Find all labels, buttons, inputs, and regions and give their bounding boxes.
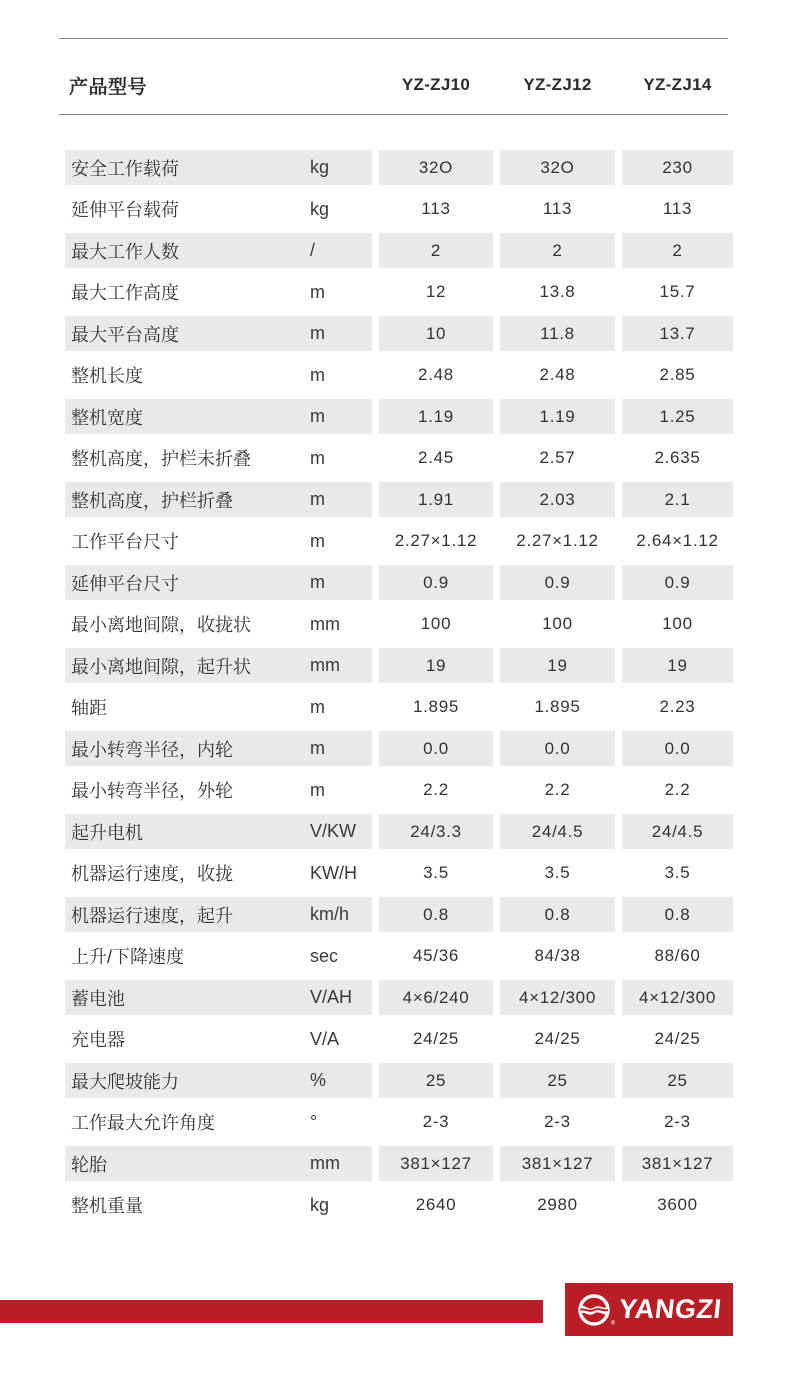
spec-unit: m: [310, 696, 325, 717]
spec-value-yz-zj14: 2.2: [664, 780, 691, 800]
spec-label-cell: [65, 150, 372, 185]
spec-table-body: [65, 147, 733, 1226]
spec-label-cell: [65, 856, 372, 891]
spec-label: 延伸平台载荷: [71, 200, 179, 221]
spec-label: 整机长度: [71, 366, 143, 387]
spec-value-yz-zj14: 24/25: [654, 1029, 701, 1049]
spec-label: 最大爬坡能力: [71, 1071, 179, 1092]
spec-label: 机器运行速度，起升: [71, 905, 233, 926]
spec-value-yz-zj10: 1.91: [379, 482, 493, 517]
table-row: [65, 770, 733, 812]
spec-unit: m: [310, 406, 325, 427]
spec-value-yz-zj12: 25: [500, 1063, 615, 1098]
spec-label-cell: [65, 441, 372, 476]
spec-label: 整机重量: [71, 1196, 143, 1217]
spec-value-yz-zj14: 230: [622, 150, 733, 185]
spec-label-cell: [65, 233, 372, 268]
spec-value-yz-zj14: 4×12/300: [622, 980, 733, 1015]
header-model-yz-zj10: [379, 75, 493, 95]
spec-unit: /: [310, 240, 316, 261]
spec-label-cell: [65, 1063, 372, 1098]
spec-value-yz-zj10: 32O: [379, 150, 493, 185]
registered-mark: ®: [610, 1320, 616, 1327]
spec-label-cell: [65, 192, 372, 227]
spec-label-cell: [65, 939, 372, 974]
spec-value-yz-zj12: 381×127: [500, 1146, 615, 1181]
spec-value-yz-zj12: 24/25: [534, 1029, 581, 1049]
spec-unit: mm: [310, 613, 340, 634]
spec-value-yz-zj12: 32O: [500, 150, 615, 185]
spec-value-yz-zj10: 0.9: [379, 565, 493, 600]
header-model-yz-zj14: [622, 75, 733, 95]
spec-value-yz-zj12: 2.48: [539, 365, 576, 385]
spec-unit: m: [310, 530, 325, 551]
spec-value-yz-zj12: 2.2: [544, 780, 571, 800]
spec-label-cell: [65, 275, 372, 310]
spec-unit: kg: [310, 198, 330, 219]
spec-value-yz-zj14: 2: [622, 233, 733, 268]
spec-label: 最大平台高度: [71, 324, 179, 345]
spec-unit: %: [310, 1070, 327, 1091]
spec-unit: m: [310, 364, 325, 385]
spec-value-yz-zj10: 25: [379, 1063, 493, 1098]
spec-value-yz-zj14: 381×127: [622, 1146, 733, 1181]
spec-value-yz-zj10: 2-3: [422, 1112, 450, 1132]
spec-value-yz-zj12: 4×12/300: [500, 980, 615, 1015]
spec-value-yz-zj12: 13.8: [539, 282, 576, 302]
spec-label-cell: [65, 1146, 372, 1181]
spec-value-yz-zj14: 15.7: [659, 282, 696, 302]
spec-value-yz-zj10: 12: [425, 282, 447, 302]
spec-unit: m: [310, 572, 325, 593]
spec-label: 延伸平台尺寸: [71, 573, 179, 594]
spec-value-yz-zj14: 2.635: [654, 448, 701, 468]
spec-value-yz-zj12: 100: [542, 614, 573, 634]
spec-label: 最小转弯半径，外轮: [71, 781, 233, 802]
spec-value-yz-zj12: 1.19: [500, 399, 615, 434]
spec-value-yz-zj12: 19: [500, 648, 615, 683]
spec-value-yz-zj14: 0.0: [622, 731, 733, 766]
model-name: YZ-ZJ10: [401, 75, 471, 94]
spec-value-yz-zj10: 45/36: [412, 946, 460, 966]
spec-value-yz-zj12: 2.03: [500, 482, 615, 517]
spec-unit: V/KW: [310, 821, 357, 842]
spec-label: 工作最大允许角度: [71, 1113, 215, 1134]
spec-label-cell: [65, 814, 372, 849]
yangzi-circle-wave-icon: [576, 1292, 616, 1328]
spec-unit: KW/H: [310, 862, 357, 883]
spec-label-cell: [65, 1105, 372, 1140]
spec-label: 轴距: [71, 698, 107, 719]
spec-value-yz-zj10: 2.45: [418, 448, 454, 468]
spec-value-yz-zj10: 4×6/240: [379, 980, 493, 1015]
spec-unit: kg: [310, 1194, 330, 1215]
table-row: [65, 313, 733, 355]
spec-value-yz-zj12: 0.8: [500, 897, 615, 932]
table-row: [65, 936, 733, 978]
spec-value-yz-zj14: 88/60: [654, 946, 701, 966]
spec-value-yz-zj10: 2.27×1.12: [394, 531, 478, 551]
spec-label-cell: [65, 399, 372, 434]
spec-value-yz-zj12: 2.57: [539, 448, 576, 468]
spec-value-yz-zj14: 25: [622, 1063, 733, 1098]
spec-label: 整机高度，护栏未折叠: [71, 449, 251, 470]
model-name: YZ-ZJ12: [523, 75, 592, 94]
spec-label-cell: [65, 482, 372, 517]
spec-value-yz-zj12: 24/4.5: [500, 814, 615, 849]
spec-value-yz-zj14: 3.5: [664, 863, 691, 883]
spec-label-cell: [65, 648, 372, 683]
spec-value-yz-zj12: 2.27×1.12: [516, 531, 599, 551]
spec-label-cell: [65, 524, 372, 559]
spec-value-yz-zj12: 2980: [537, 1195, 578, 1215]
spec-unit: sec: [310, 945, 339, 966]
spec-label-cell: [65, 1188, 372, 1223]
spec-label-cell: [65, 1022, 372, 1057]
spec-value-yz-zj14: 100: [662, 614, 693, 634]
spec-value-yz-zj10: 0.0: [379, 731, 493, 766]
spec-value-yz-zj10: 381×127: [379, 1146, 493, 1181]
yangzi-logo: [565, 1283, 733, 1336]
spec-value-yz-zj14: 24/4.5: [622, 814, 733, 849]
spec-value-yz-zj10: 24/25: [412, 1029, 460, 1049]
table-row: [65, 562, 733, 604]
spec-value-yz-zj14: 1.25: [622, 399, 733, 434]
spec-unit: km/h: [310, 904, 350, 925]
spec-value-yz-zj14: 113: [662, 199, 693, 219]
spec-value-yz-zj14: 2.1: [622, 482, 733, 517]
table-row: [65, 1185, 733, 1227]
spec-value-yz-zj10: 2.2: [423, 780, 449, 800]
top-divider-line: [59, 38, 728, 39]
spec-unit: mm: [310, 1153, 340, 1174]
spec-label: 上升/下降速度: [71, 947, 185, 968]
spec-value-yz-zj10: 0.8: [379, 897, 493, 932]
spec-value-yz-zj14: 2.85: [659, 365, 696, 385]
spec-value-yz-zj12: 11.8: [500, 316, 615, 351]
spec-value-yz-zj12: 3.5: [544, 863, 571, 883]
table-row: [65, 189, 733, 231]
table-row: [65, 977, 733, 1019]
header-product-model-label: 产品型号: [69, 76, 148, 98]
spec-label-cell: [65, 565, 372, 600]
table-row: [65, 438, 733, 480]
spec-value-yz-zj10: 24/3.3: [379, 814, 493, 849]
table-row: [65, 1102, 733, 1144]
table-row: [65, 1143, 733, 1185]
spec-unit: V/AH: [310, 987, 353, 1008]
spec-unit: m: [310, 447, 325, 468]
spec-value-yz-zj14: 3600: [657, 1195, 698, 1215]
spec-label: 轮胎: [71, 1154, 107, 1175]
table-row: [65, 396, 733, 438]
spec-label: 安全工作载荷: [71, 158, 179, 179]
spec-label: 起升电机: [71, 822, 143, 843]
yangzi-logo-text: YANGZI: [617, 1294, 724, 1324]
spec-value-yz-zj10: 1.19: [379, 399, 493, 434]
spec-unit: °: [310, 1111, 318, 1132]
spec-label-cell: [65, 690, 372, 725]
table-row: [65, 853, 733, 895]
header-divider-line: [59, 114, 728, 115]
table-row: [65, 230, 733, 272]
spec-value-yz-zj10: 100: [420, 614, 452, 634]
table-row: [65, 147, 733, 189]
spec-unit: m: [310, 323, 325, 344]
spec-unit: m: [310, 489, 325, 510]
table-row: [65, 894, 733, 936]
spec-value-yz-zj10: 2.48: [418, 365, 454, 385]
spec-value-yz-zj10: 10: [379, 316, 493, 351]
spec-value-yz-zj10: 19: [379, 648, 493, 683]
spec-value-yz-zj14: 2.64×1.12: [636, 531, 719, 551]
spec-value-yz-zj12: 84/38: [534, 946, 581, 966]
spec-value-yz-zj10: 3.5: [423, 863, 449, 883]
spec-value-yz-zj14: 0.8: [622, 897, 733, 932]
spec-value-yz-zj14: 0.9: [622, 565, 733, 600]
spec-value-yz-zj10: 2640: [415, 1195, 457, 1215]
table-row: [65, 604, 733, 646]
spec-unit: m: [310, 738, 325, 759]
spec-label: 蓄电池: [71, 988, 125, 1009]
spec-value-yz-zj10: 113: [421, 199, 451, 219]
table-row: [65, 355, 733, 397]
header-product-model-cell: [65, 72, 372, 99]
table-row: [65, 645, 733, 687]
spec-unit: kg: [310, 157, 330, 178]
spec-label-cell: [65, 773, 372, 808]
spec-label: 最小转弯半径，内轮: [71, 739, 233, 760]
spec-value-yz-zj14: 2.23: [659, 697, 696, 717]
spec-unit: m: [310, 779, 325, 800]
spec-value-yz-zj14: 13.7: [622, 316, 733, 351]
spec-unit: m: [310, 281, 325, 302]
spec-value-yz-zj12: 0.9: [500, 565, 615, 600]
spec-label: 整机高度，护栏折叠: [71, 490, 233, 511]
footer-accent-bar: [0, 1300, 543, 1323]
spec-value-yz-zj12: 1.895: [534, 697, 581, 717]
spec-label: 整机宽度: [71, 407, 143, 428]
spec-label: 最小离地间隙，收拢状: [71, 615, 251, 636]
spec-unit: V/A: [310, 1028, 340, 1049]
spec-label-cell: [65, 316, 372, 351]
spec-value-yz-zj12: 2: [500, 233, 615, 268]
table-row: [65, 687, 733, 729]
spec-value-yz-zj14: 19: [622, 648, 733, 683]
spec-label-cell: [65, 897, 372, 932]
spec-label: 充电器: [71, 1030, 125, 1051]
table-row: [65, 521, 733, 563]
spec-value-yz-zj12: 113: [542, 199, 573, 219]
spec-label-cell: [65, 607, 372, 642]
table-row: [65, 1019, 733, 1061]
spec-label-cell: [65, 980, 372, 1015]
table-row: [65, 728, 733, 770]
spec-unit: mm: [310, 655, 340, 676]
spec-value-yz-zj12: 0.0: [500, 731, 615, 766]
spec-value-yz-zj12: 2-3: [544, 1112, 571, 1132]
spec-label: 工作平台尺寸: [71, 532, 179, 553]
spec-label: 最大工作高度: [71, 283, 179, 304]
table-row: [65, 1060, 733, 1102]
table-row: [65, 272, 733, 314]
table-row: [65, 479, 733, 521]
header-model-yz-zj12: [500, 75, 615, 95]
spec-label-cell: [65, 731, 372, 766]
spec-label: 机器运行速度，收拢: [71, 864, 233, 885]
spec-value-yz-zj10: 2: [379, 233, 493, 268]
spec-label: 最小离地间隙，起升状: [71, 656, 251, 677]
model-name: YZ-ZJ14: [643, 75, 712, 94]
spec-label-cell: [65, 358, 372, 393]
table-row: [65, 811, 733, 853]
spec-value-yz-zj14: 2-3: [664, 1112, 691, 1132]
spec-label: 最大工作人数: [71, 241, 179, 262]
table-header: [65, 58, 733, 112]
spec-value-yz-zj10: 1.895: [412, 697, 460, 717]
